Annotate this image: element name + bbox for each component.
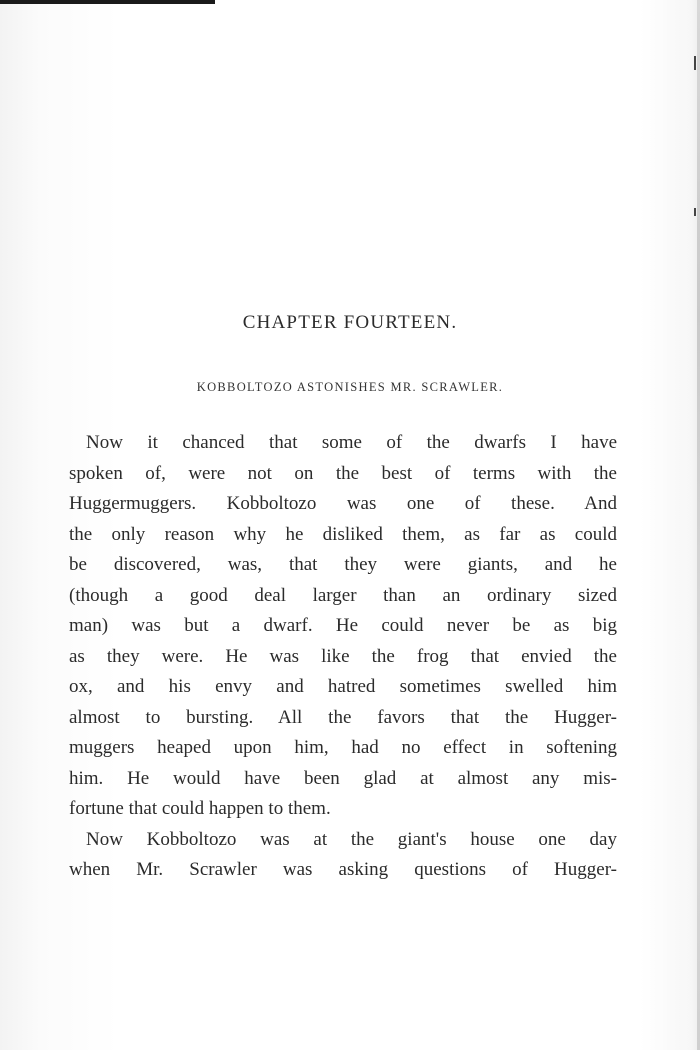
text-line: spoken of, were not on the best of terms with the — [69, 462, 617, 484]
body-text — [69, 428, 617, 886]
text-line: the only reason why he disliked them, as far as could — [69, 523, 617, 545]
text-line: fortune that could happen to them. — [69, 798, 331, 819]
chapter-subtitle: KOBBOLTOZO ASTONISHES MR. SCRAWLER. — [196, 380, 504, 394]
text-line: Huggermuggers. Kobboltozo was one of these. And — [69, 493, 617, 514]
text-line: muggers heaped upon him, had no effect in softening — [69, 737, 617, 758]
chapter-title: CHAPTER FOURTEEN. — [242, 312, 458, 333]
top-edge-shadow — [0, 0, 215, 4]
text-line: him. He would have been glad at almost any mis- — [69, 767, 617, 789]
text-line: be discovered, was, that they were giants, and he — [69, 554, 617, 575]
text-line: when Mr. Scrawler was asking questions of Hugger- — [69, 859, 617, 880]
text-line: ox, and his envy and hatred sometimes swelled him — [69, 676, 617, 697]
text-line: almost to bursting. All the favors that the Hugger- — [69, 706, 617, 728]
text-line: Now it chanced that some of the dwarfs I have — [86, 432, 617, 453]
text-line: (though a good deal larger than an ordinary sized — [69, 584, 617, 606]
edge-mark — [694, 56, 696, 70]
edge-mark — [694, 208, 696, 216]
text-line: as they were. He was like the frog that envied the — [69, 645, 617, 667]
text-line: man) was but a dwarf. He could never be as big — [69, 615, 617, 636]
text-line: Now Kobboltozo was at the giant's house one day — [86, 828, 617, 850]
